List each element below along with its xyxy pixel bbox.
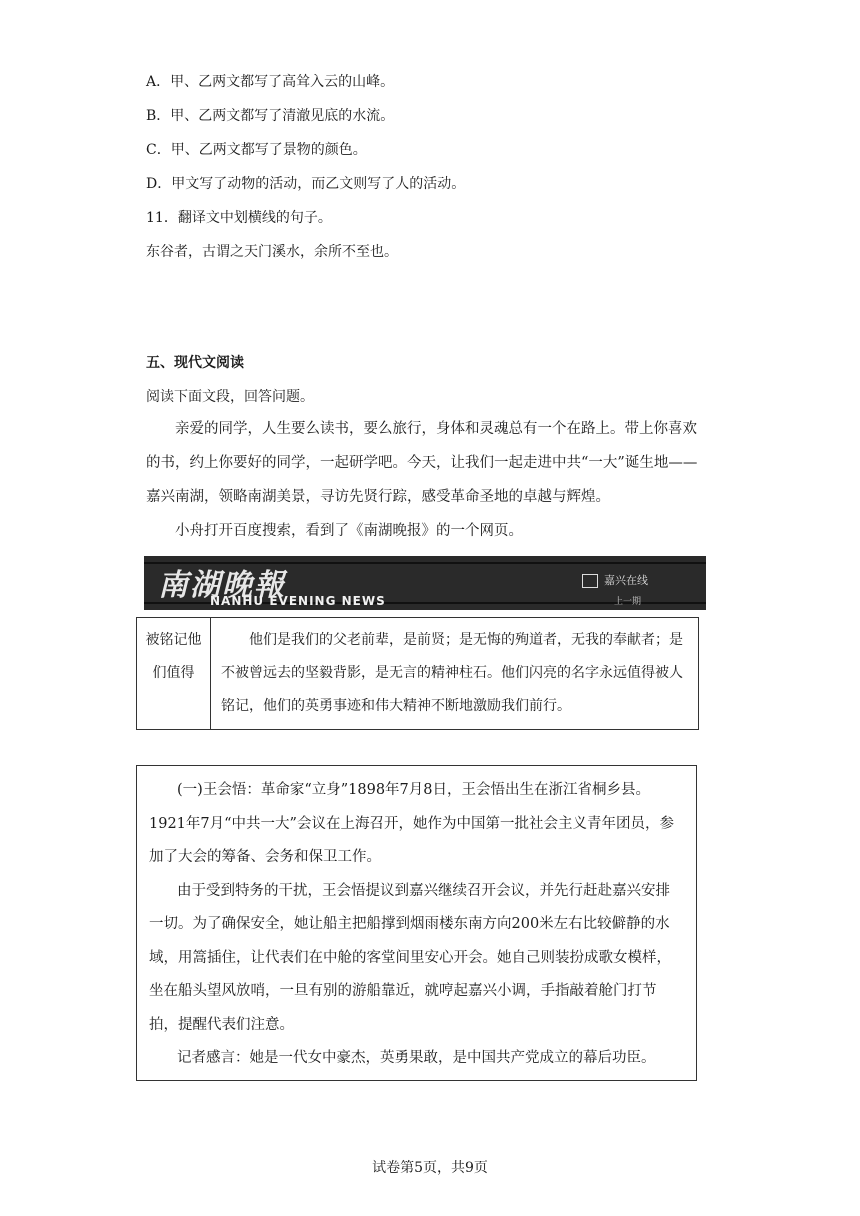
article-paragraph-2: 由于受到特务的干扰，王会悟提议到嘉兴继续召开会议，并先行赶赴嘉兴安排一切。为了确保安全，她让船主把船撑到烟雨楼东南方向200米左右比较僻静的水域，用篙插住，让代表们在中舱的客堂间里安心开会。她自己则装扮成歌女模样，坐在船头望风放哨，一旦有别的游船靠近，就哼起嘉兴小调，手指敲着舱门打节拍，提醒代表们注意。	[149, 882, 671, 1033]
site-logo-icon	[582, 574, 598, 588]
option-a: A．甲、乙两文都写了高耸入云的山峰。	[146, 74, 395, 90]
section-heading: 五、现代文阅读	[146, 355, 244, 371]
table-content-text: 他们是我们的父老前辈，是前贤；是无悔的殉道者，无我的奉献者；是不被曾远去的坚毅背影，是无言的精神柱石。他们闪亮的名字永远值得被人铭记，他们的英勇事迹和伟大精神不断地激励我们前行。	[221, 632, 683, 714]
intro-paragraph-2: 小舟打开百度搜索，看到了《南湖晚报》的一个网页。	[175, 523, 523, 539]
site-logo	[582, 572, 648, 588]
question-11-sentence: 东谷者，古谓之天门溪水，余所不至也。	[146, 244, 398, 260]
section-instruction: 阅读下面文段，回答问题。	[146, 389, 314, 405]
memorial-table	[136, 617, 699, 730]
option-c: C．甲、乙两文都写了景物的颜色。	[146, 142, 367, 158]
intro-paragraph-1: 亲爱的同学，人生要么读书，要么旅行，身体和灵魂总有一个在路上。带上你喜欢的书，约上你要好的同学，一起研学吧。今天，让我们一起走进中共“一大”诞生地——嘉兴南湖，领略南湖美景，寻访先贤行踪，感受革命圣地的卓越与辉煌。	[146, 421, 698, 505]
article-box	[136, 765, 697, 1081]
option-d: D．甲文写了动物的活动，而乙文则写了人的活动。	[146, 176, 466, 192]
question-11: 11．翻译文中划横线的句子。	[146, 210, 332, 226]
newspaper-subtitle: NANHU EVENING NEWS	[210, 594, 386, 608]
intro-text	[146, 412, 706, 548]
site-logo-text: 嘉兴在线	[604, 574, 648, 587]
article-paragraph-1: (一)王会悟：革命家“立身”1898年7月8日，王会悟出生在浙江省桐乡县。1921年7月“中共一大”会议在上海召开，她作为中国第一批社会主义青年团员，参加了大会的筹备、会务和保卫工作。	[149, 782, 674, 865]
previous-issue-link: 上一期	[614, 597, 642, 607]
table-content	[211, 618, 699, 730]
option-b: B．甲、乙两文都写了清澈见底的水流。	[146, 108, 395, 124]
table-label: 被铭记他们值得	[137, 618, 211, 730]
page-footer: 试卷第5页，共9页	[372, 1160, 488, 1176]
article-paragraph-3: 记者感言：她是一代女中豪杰，英勇果敢，是中国共产党成立的幕后功臣。	[177, 1050, 656, 1066]
newspaper-logo: 南湖晚報	[158, 568, 286, 603]
newspaper-banner	[144, 556, 706, 610]
